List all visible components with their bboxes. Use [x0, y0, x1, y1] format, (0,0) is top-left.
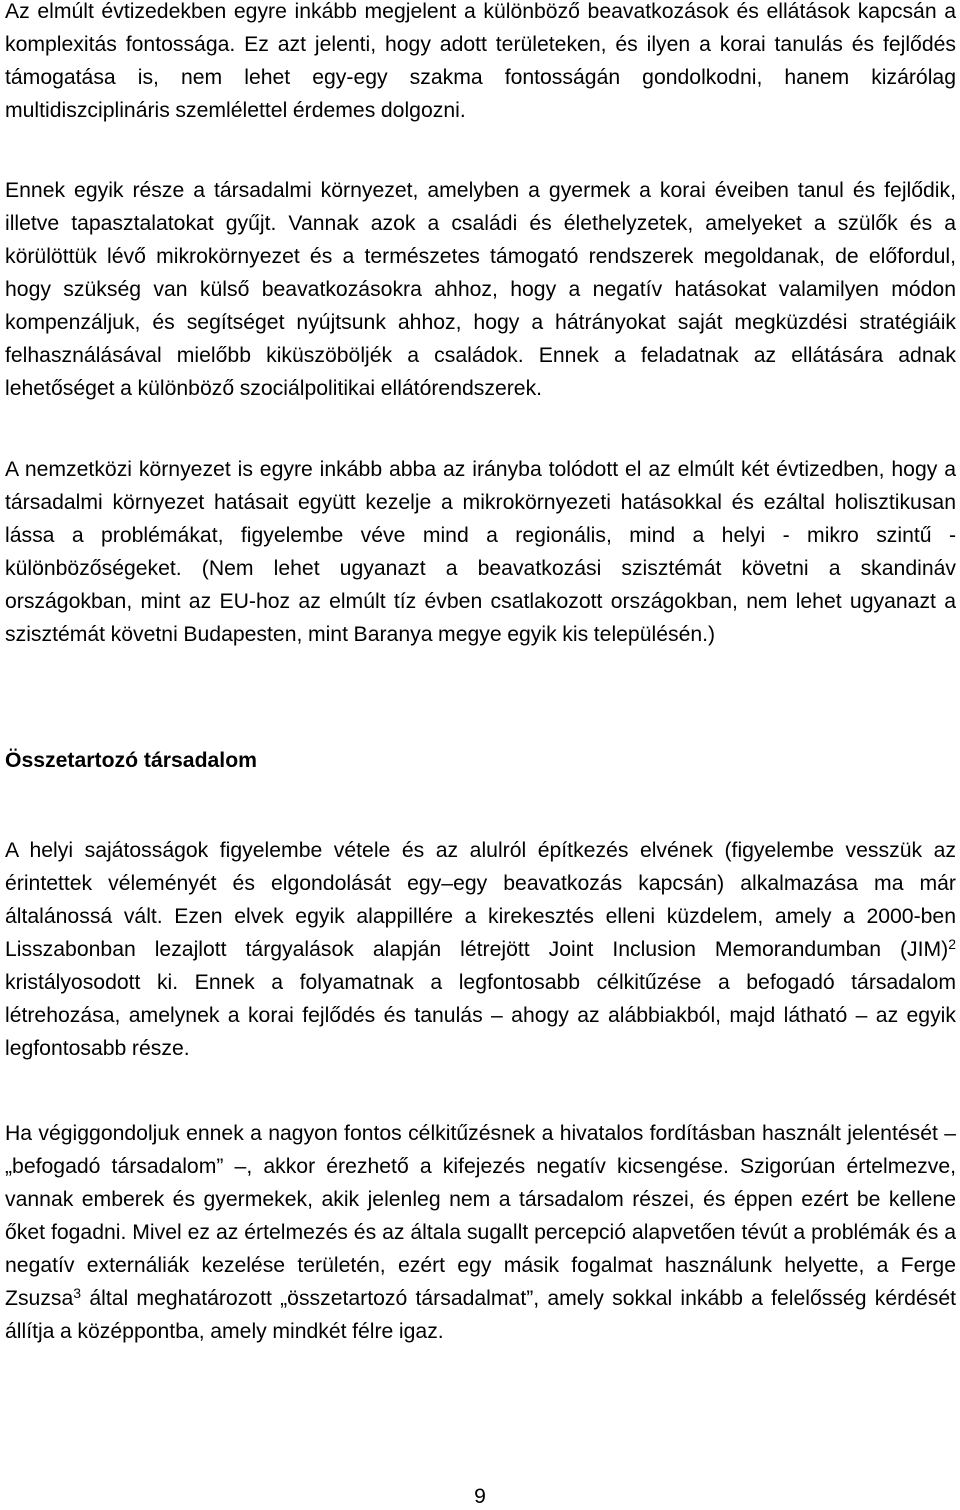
paragraph-social-environment: Ennek egyik része a társadalmi környezet, amelyben a gyermek a korai éveiben tanul és fejlődik, illetve tapasztalatokat gyűjt. Vannak azok a családi és élethelyzetek, amelyeket a szülők és a körülöttük lévő mikrokörnyezet és a természetes támogató rendszerek megoldanak, de előfordul, hogy szükség van külső beavatkozásokra ahhoz, hogy a negatív hatásokat valamilyen módon kompenzáljuk, és segítséget nyújtsunk ahhoz, hogy a hátrányokat saját megküzdési stratégiáik felhasználásával mielőbb kiküszöböljék a családok. Ennek a feladatnak az ellátására adnak lehetőséget a különböző szociálpolitikai ellátórendszerek.: [5, 179, 956, 400]
paragraph-text-part: Ha végiggondoljuk ennek a nagyon fontos célkitűzésnek a hivatalos fordításban használt jelentését – „befogadó társadalom” –, akkor érezhető a kifejezés negatív kicsengése. Szigorúan értelmezve, vannak emberek és gyermekek, akik jelenleg nem a társadalom részei, és éppen ezért be kellene őket fogadni. Mivel ez az értelmezés és az általa sugallt percepció alapvetően tévút a problémák és a negatív externáliák kezelése területén, ezért egy másik fogalmat használunk helyette, a Ferge Zsuzsa: [5, 1122, 956, 1310]
section-heading: Összetartozó társadalom: [5, 749, 257, 772]
paragraph-international-environment: A nemzetközi környezet is egyre inkább abba az irányba tolódott el az elmúlt két évtizedben, hogy a társadalmi környezet hatásait együtt kezelje a mikrokörnyezeti hatásokkal és ezáltal holisztikusan lássa a problémákat, figyelembe véve mind a regionális, mind a helyi - mikro szintű - különbözőségeket. (Nem lehet ugyanazt a beavatkozási szisztémát követni a skandináv országokban, mint az EU-hoz az elmúlt tíz évben csatlakozott országokban, nem lehet ugyanazt a szisztémát követni Budapesten, mint Baranya megye egyik kis településén.): [5, 458, 956, 646]
page-number: 9: [474, 1485, 486, 1508]
footnote-reference-2[interactable]: 2: [948, 936, 956, 952]
footnote-reference-3[interactable]: 3: [73, 1285, 82, 1301]
paragraph-complexity: Az elmúlt évtizedekben egyre inkább megjelent a különböző beavatkozások és ellátások kapcsán a komplexitás fontossága. Ez azt jelenti, hogy adott területeken, és ilyen a korai tanulás és fejlődés támogatása is, nem lehet egy-egy szakma fontosságán gondolkodni, hanem kizárólag multidiszciplináris szemlélettel érdemes dolgozni.: [5, 0, 956, 122]
paragraph-text-part: által meghatározott „összetartozó társadalmat”, amely sokkal inkább a felelősség kérdését állítja a középpontba, amely mindkét félre igaz.: [5, 1287, 956, 1343]
paragraph-text-part: kristályosodott ki. Ennek a folyamatnak a legfontosabb célkitűzése a befogadó társadalom létrehozása, amelynek a korai fejlődés és tanulás – ahogy az alábbiakból, majd látható – az egyik legfontosabb része.: [5, 971, 956, 1060]
paragraph-inclusive-society: [5, 1117, 956, 1348]
paragraph-local-specifics: [5, 834, 956, 1065]
paragraph-text-part: A helyi sajátosságok figyelembe vétele és az alulról építkezés elvének (figyelembe vesszük az érintettek véleményét és elgondolását egy–egy beavatkozás kapcsán) alkalmazása ma már általánossá vált. Ezen elvek egyik alappillére a kirekesztés elleni küzdelem, amely a 2000-ben Lisszabonban lezajlott tárgyalások alapján létrejött Joint Inclusion Memorandumban (JIM): [5, 839, 956, 961]
